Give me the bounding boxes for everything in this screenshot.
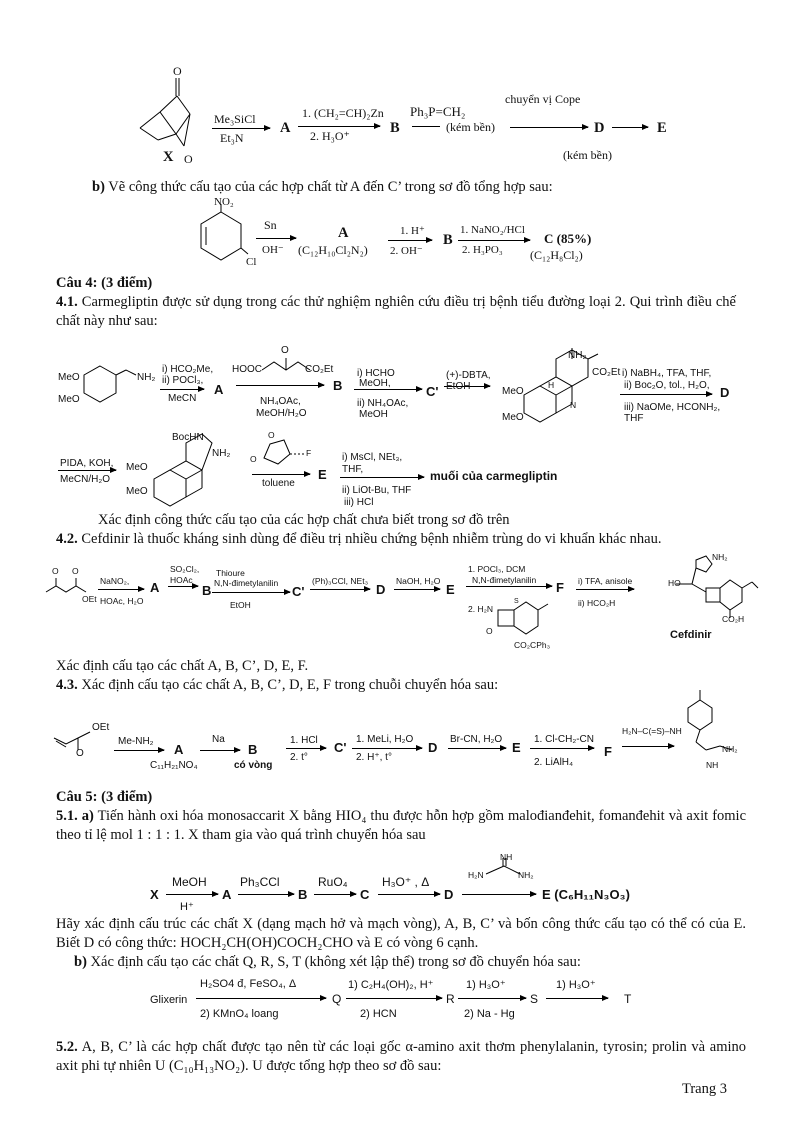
cefdinir-structure [640, 556, 760, 636]
reaction-arrow [352, 748, 422, 749]
reaction-arrow [166, 894, 218, 895]
reagent: 1. (CH₂=CH)₂Zn [302, 106, 384, 120]
reagent: 2. t° [290, 752, 308, 763]
reagent: NaOH, H₂O [396, 576, 441, 586]
compound-label: D [376, 582, 386, 597]
compound-label: S [530, 992, 539, 1006]
substituent-label: OEt [82, 594, 97, 604]
reagent: ii) Boc₂O, tol., H₂O, [624, 380, 710, 391]
reagent: 2) HCN [360, 1008, 397, 1020]
reagent: 2. OH⁻ [390, 245, 423, 257]
reagent: 1. HCl [290, 735, 318, 746]
compound-label: C [360, 887, 370, 902]
reagent: N,N-đimetylanilin [214, 578, 279, 588]
reagent: MeOH, [359, 378, 391, 389]
reaction-arrow [256, 238, 296, 239]
question-label: b) [92, 179, 105, 195]
reagent: i) NaBH₄, TFA, THF, [622, 368, 712, 379]
stability-note: (kém bền) [563, 148, 612, 162]
compound-label: R [446, 992, 455, 1006]
reagent: NaNO₂, [100, 576, 130, 586]
substituent-label: MeO [502, 386, 524, 397]
question-b [92, 178, 553, 197]
compound-label: A [214, 382, 224, 397]
reaction-arrow [340, 477, 424, 478]
lactone-structure [252, 436, 312, 476]
substituent-label: NH₂ [568, 350, 587, 361]
reagent: MeCN/H₂O [60, 474, 110, 485]
reagent: NH₄OAc, [260, 396, 301, 407]
substituent-label: NH₂ [518, 870, 534, 880]
paragraph-text: Tiến hành oxi hóa monosaccarit X bằng HIO₄ thu được hỗn hợp gồm malođianđehit, fomanđehit và axit fomic theo tỉ lệ mol 1 : 1 : 1. X tham gia vào quá trình chuyển hóa sau [56, 808, 747, 843]
reagent: ii) NH₄OAc, [357, 398, 409, 409]
reagent: H⁺ [180, 901, 194, 913]
compound-label: B [248, 742, 258, 757]
reaction-arrow [620, 394, 712, 395]
guanidine-structure [486, 860, 526, 880]
question-label: b) [74, 954, 87, 970]
product-label: muối của carmegliptin [430, 469, 558, 483]
reaction-arrow [310, 589, 370, 590]
reaction-arrow [530, 748, 594, 749]
bicyclic-ketone-structure [132, 68, 192, 158]
reagent: iii) NaOMe, HCONH₂, [624, 402, 721, 413]
paragraph-4-1 [56, 293, 736, 331]
substituent-label: O [250, 454, 257, 464]
substituent-label: HO [668, 578, 681, 588]
reagent: 1) H₃O⁺ [466, 979, 506, 991]
reagent: 1. POCl₃, DCM [468, 564, 526, 574]
reaction-arrow [622, 746, 674, 747]
compound-label: D [720, 385, 730, 400]
instruction-4-1: Xác định công thức cấu tạo của các hợp chất chưa biết trong sơ đồ trên [98, 512, 510, 528]
reagent: 2) Na - Hg [464, 1008, 515, 1020]
reagent: Me₃SiCl [214, 112, 256, 126]
reaction-arrow [388, 240, 432, 241]
nitro-label: NO₂ [214, 196, 234, 208]
reagent: H₂SO4 đ, FeSO₄, Δ [200, 978, 297, 990]
reaction-arrow [212, 128, 270, 129]
page-number: Trang 3 [682, 1081, 727, 1097]
compound-label: B [390, 120, 400, 136]
reagent: 2. H₃PO₃ [462, 244, 503, 256]
cope-note: chuyển vị Cope [505, 92, 581, 106]
compound-label: T [624, 992, 632, 1006]
reagent: HOAc [170, 575, 193, 585]
reagent: Br-CN, H₂O [450, 734, 503, 745]
reagent: RuO₄ [318, 875, 348, 889]
formula: C₁₁H₂₁NO₄ [150, 760, 198, 771]
reaction-arrow [196, 998, 326, 999]
substituent-label: BocHN [172, 432, 204, 443]
reagent: Et₃N [220, 131, 244, 145]
question-5-b [74, 953, 581, 972]
compound-label: B [202, 583, 212, 598]
reagent: i) TFA, anisole [578, 576, 633, 586]
reagent: 2. H₂N [468, 604, 494, 614]
question-text: Xác định cấu tạo các chất Q, R, S, T (không xét lập thể) trong sơ đồ chuyển hóa sau: [90, 954, 581, 970]
reaction-arrow [510, 127, 588, 128]
reagent: 1) H₃O⁺ [556, 979, 596, 991]
reagent: OH⁻ [262, 244, 284, 256]
section-number: 5.1. [56, 808, 78, 824]
substituent-label: O [268, 430, 275, 440]
question-4-title: Câu 4: (3 điểm) [56, 275, 153, 291]
reagent: ii) HCO₂H [578, 598, 616, 608]
reagent: 1. H⁺ [400, 225, 425, 237]
reagent: THF, [342, 464, 364, 475]
reagent: (Ph)₃CCl, NEt₃ [312, 576, 369, 586]
section-number: 4.1. [56, 294, 78, 310]
substituent-label: MeO [502, 412, 524, 423]
compound-label: F [604, 744, 612, 759]
substituent-label: MeO [126, 486, 148, 497]
substituent-label: OEt [92, 722, 110, 733]
reagent: 2. H₃O⁺ [310, 129, 350, 143]
substituent-label: MeO [58, 372, 80, 383]
substituent-label: NH₂ [137, 372, 156, 383]
reagent: Na [212, 734, 225, 745]
reagent: MeOH [172, 875, 207, 889]
reaction-arrow [394, 589, 440, 590]
compound-x-label: X [163, 149, 174, 165]
reagent: Ph₃P=CH₂ [410, 104, 466, 119]
paragraph-4-3 [56, 676, 498, 695]
instruction-5-1: Hãy xác định cấu trúc các chất X (dạng mạch hở và mạch vòng), A, B, C’ và bốn công thức cấu tạo có thể có của E. Biết D có công thức: HOCH₂CH(OH)COCH₂CHO và E có vòng 6 cạnh. [56, 916, 746, 951]
reaction-arrow [458, 240, 530, 241]
reagent: 2) KMnO₄ loang [200, 1008, 279, 1020]
substituent-label: H₂N [468, 870, 484, 880]
compound-label: B [333, 378, 343, 393]
substituent-label: NH [500, 852, 513, 862]
compound-name: Cefdinir [670, 629, 712, 641]
substituent-label: O [281, 345, 289, 356]
reaction-arrow [448, 748, 506, 749]
reagent: Sn [264, 218, 277, 232]
reaction-arrow [114, 750, 164, 751]
reagent: i) MsCl, NEt₃, [342, 452, 403, 463]
reaction-arrow [58, 470, 116, 471]
amine-intermediate-structure [150, 448, 230, 510]
reaction-arrow [212, 592, 290, 593]
reaction-arrow [612, 127, 648, 128]
reagent: 2. LiAlH₄ [534, 757, 574, 768]
compound-label: A [338, 225, 349, 241]
compound-label: D [444, 887, 454, 902]
paragraph-text: Cefdinir là thuốc kháng sinh dùng để điều trị nhiều chứng bệnh nhiễm trùng do vi khuẩn khác nhau. [81, 531, 662, 547]
reagent: MeCN [168, 393, 197, 404]
compound-label: E [657, 120, 667, 136]
reagent: H₂N–C(=S)–NH [622, 726, 682, 736]
compound-label: E (C₆H₁₁N₃O₃) [542, 887, 630, 902]
compound-label: A [174, 742, 184, 757]
compound-label: E [446, 582, 455, 597]
section-number: 4.2. [56, 531, 78, 547]
compound-label: F [556, 580, 564, 595]
paragraph-text: Xác định cấu tạo các chất A, B, C’, D, E, F trong chuỗi chuyển hóa sau: [81, 677, 499, 693]
reaction-arrow [286, 748, 326, 749]
compound-label: A [150, 580, 160, 595]
reagent: ii) POCl₃, [162, 375, 204, 386]
reagent: 1. Cl-CH₂-CN [534, 734, 594, 745]
stability-note: (kém bền) [446, 120, 495, 134]
instruction-4-2: Xác định cấu tạo các chất A, B, C’, D, E, F. [56, 658, 309, 674]
substituent-label: CO₂H [722, 614, 745, 624]
question-label: a) [81, 808, 94, 824]
reagent: HOAc, H₂O [100, 596, 144, 606]
chloro-label: Cl [246, 256, 257, 268]
substituent-label: MeO [126, 462, 148, 473]
substituent-label: H [548, 380, 555, 390]
question-text: Vẽ công thức cấu tạo của các hợp chất từ A đến C’ trong sơ đồ tổng hợp sau: [108, 179, 553, 195]
substituent-label: O [486, 626, 493, 636]
annotation: có vòng [234, 760, 273, 771]
compound-label: C' [426, 384, 439, 399]
compound-label: B [298, 887, 308, 902]
question-5-title: Câu 5: (3 điểm) [56, 789, 153, 805]
substituent-label: NH₂ [722, 744, 738, 754]
compound-label: C' [292, 584, 305, 599]
cephem-ester-structure [496, 596, 556, 642]
reagent: Me-NH₂ [118, 736, 154, 747]
reaction-arrow [236, 385, 324, 386]
section-number: 5.2. [56, 1039, 78, 1055]
reagent: ii) LiOt-Bu, THF [342, 485, 412, 496]
substituent-label: O [72, 566, 79, 576]
reaction-line [412, 126, 440, 127]
reagent: (+)-DBTA, [446, 370, 491, 381]
section-number: 4.3. [56, 677, 78, 693]
substituent-label: MeO [58, 394, 80, 405]
substituent-label: NH₂ [712, 552, 728, 562]
reagent: iii) HCl [344, 497, 374, 508]
compound-label: A [280, 120, 291, 136]
compound-label: C (85%) [544, 231, 592, 246]
substituent-label: NH₂ [212, 448, 231, 459]
compound-label: B [443, 232, 453, 248]
substituent-label: HOOC [232, 364, 262, 375]
substituent-label: N [570, 400, 577, 410]
reaction-arrow [314, 894, 356, 895]
compound-label: X [150, 887, 159, 902]
substituent-label: NH [706, 760, 719, 770]
reagent: THF [624, 413, 644, 424]
compound-label: Q [332, 992, 342, 1006]
chloronitrobenzene-structure [196, 210, 246, 270]
substituent-label: CO₂Et [592, 367, 621, 378]
paragraph-5-1 [56, 807, 746, 845]
reagent: i) HCHO [357, 368, 395, 379]
substituent-label: CO₂CPh₃ [514, 640, 551, 650]
reagent: MeOH/H₂O [256, 408, 307, 419]
compound-label: A [222, 887, 232, 902]
reaction-arrow [462, 894, 536, 895]
substituent-label: O [76, 748, 84, 759]
phenethylamine-structure [82, 364, 122, 404]
reagent: EtOH [230, 600, 251, 610]
reagent: PIDA, KOH, [60, 458, 114, 469]
paragraph-text: A, B, C’ là các hợp chất được tạo nên từ các loại gốc α-amino axit thơm phenylalanin, tyrosin; prolin và amino axit phi tự nhiên U (C₁₀H₁₃NO₂). U được tổng hợp theo sơ đồ sau: [56, 1039, 746, 1074]
compound-name: Glixerin [150, 994, 188, 1006]
oxo-label: O [184, 152, 193, 166]
paragraph-text: Carmegliptin được sử dụng trong các thử nghiệm nghiên cứu điều trị bệnh tiểu đường loại 2. Qui trình điều chế chất này như sau: [56, 294, 736, 329]
reaction-arrow [576, 589, 634, 590]
guanidine-product-structure [676, 690, 766, 770]
reagent: Ph₃CCl [240, 875, 280, 889]
compound-label: D [428, 740, 438, 755]
reaction-arrow [346, 998, 442, 999]
reaction-arrow [298, 126, 380, 127]
reagent: 1. MeLi, H₂O [356, 734, 414, 745]
reagent: Thioure [216, 568, 245, 578]
reagent: 1. NaNO₂/HCl [460, 224, 525, 236]
paragraph-4-2 [56, 530, 746, 549]
reaction-arrow [168, 586, 198, 587]
reagent: SO₂Cl₂, [170, 564, 200, 574]
reagent: 1) C₂H₄(OH)₂, H⁺ [348, 979, 434, 991]
reaction-arrow [466, 586, 552, 587]
formula: (C₁₂H₈Cl₂) [530, 248, 583, 262]
compound-label: E [512, 740, 521, 755]
compound-label: E [318, 467, 327, 482]
formula: (C₁₂H₁₀Cl₂N₂) [298, 243, 368, 257]
substituent-label: CO₂Et [305, 364, 334, 375]
reaction-arrow [546, 998, 608, 999]
substituent-label: O [52, 566, 59, 576]
reagent: i) HCO₂Me, [162, 364, 214, 375]
reaction-arrow [458, 998, 526, 999]
compound-label: D [594, 120, 605, 136]
reagent: H₃O⁺ , Δ [382, 875, 430, 889]
reagent: N,N-đimetylanilin [472, 575, 537, 585]
reaction-arrow [354, 389, 422, 390]
reagent: EtOH [446, 381, 471, 392]
reaction-arrow [98, 589, 144, 590]
reagent: toluene [262, 478, 295, 489]
reagent: 2. H⁺, t° [356, 752, 392, 763]
substituent-label: F [306, 448, 312, 458]
reaction-arrow [200, 750, 240, 751]
reagent: MeOH [359, 409, 388, 420]
reaction-arrow [252, 474, 310, 475]
reaction-arrow [378, 894, 440, 895]
paragraph-5-2 [56, 1038, 746, 1076]
reaction-arrow [160, 389, 204, 390]
compound-label: C' [334, 740, 347, 755]
oxo-label: O [173, 64, 182, 78]
reaction-arrow [238, 894, 294, 895]
benzoquinolizine-structure [520, 358, 630, 428]
